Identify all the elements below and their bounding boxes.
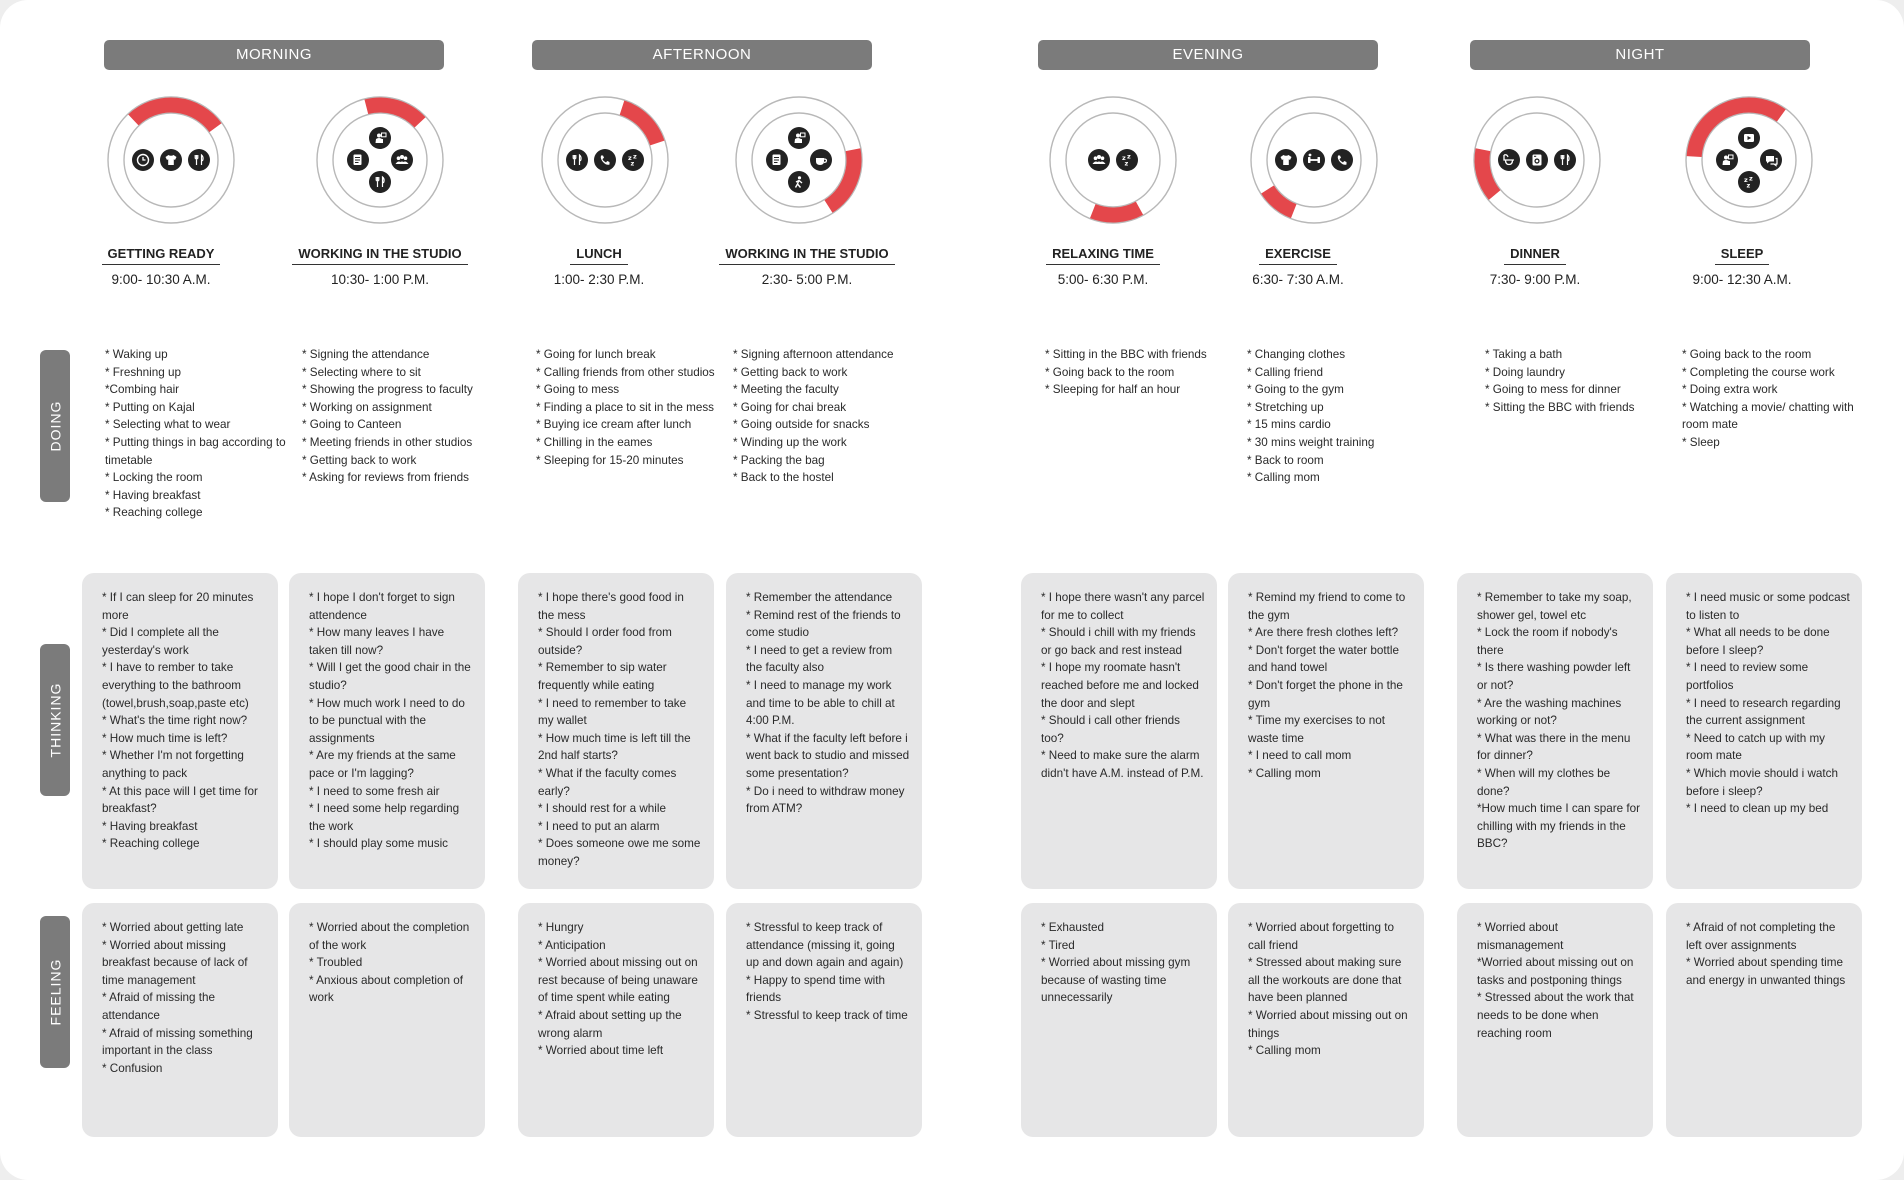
doing-item: * Back to the hostel <box>733 471 834 485</box>
doing-item: * Showing the progress to faculty <box>302 383 473 397</box>
thinking-item: * Should i call other friends too? <box>1041 714 1181 745</box>
svg-text:z: z <box>628 154 632 162</box>
thinking-item: * What was there in the menu for dinner? <box>1477 731 1631 763</box>
thinking-item: * I need to remember to take my wallet <box>538 696 687 728</box>
doing-item: * Going to the gym <box>1247 383 1344 397</box>
thinking-item: * I need music or some podcast to listen to <box>1686 591 1850 622</box>
doing-item: * Buying ice cream after lunch <box>536 418 692 432</box>
activity-7-thinking-card <box>1457 573 1653 889</box>
activity-4-time: 2:30- 5:00 P.M. <box>761 272 853 287</box>
activity-1-title-text: GETTING READY <box>102 246 221 265</box>
activity-4-ring <box>733 94 865 226</box>
activity-3-thinking-card <box>518 573 714 889</box>
doing-item: * Changing clothes <box>1247 348 1346 361</box>
doing-item: * Going back to the room <box>1682 348 1812 361</box>
doing-item: * Watching a movie/ chatting with room mate <box>1682 400 1854 432</box>
doing-item: * Freshning up <box>105 365 182 379</box>
thinking-item: * What if the faculty left before i went back to studio and missed some presentation? <box>746 731 910 780</box>
period-header-afternoon: AFTERNOON <box>532 40 872 70</box>
thinking-item: * Don't forget the phone in the gym <box>1248 678 1403 710</box>
activity-4-doing-list <box>733 346 923 487</box>
thinking-item: * Did I complete all the yesterday's work <box>102 626 219 657</box>
activity-8-doing-list <box>1682 346 1872 452</box>
thinking-item: * Which movie should i watch before i sleep? <box>1686 766 1839 798</box>
activity-6-feeling-card <box>1228 903 1424 1137</box>
dumbbell-icon <box>1303 149 1325 171</box>
activity-7-time: 7:30- 9:00 P.M. <box>1489 272 1581 287</box>
thinking-item: * Remember the attendance <box>746 591 893 604</box>
thinking-item: * Remind rest of the friends to come studio <box>746 608 901 640</box>
thinking-item: * How much time is left till the 2nd half starts? <box>538 731 691 763</box>
activity-1-title <box>61 246 261 265</box>
doing-item: * Calling friends from other studios <box>536 365 715 379</box>
activity-1-ring <box>105 94 237 226</box>
doing-item: * Doing laundry <box>1485 365 1565 379</box>
feeling-item: * Worried about forgetting to call friend <box>1248 921 1394 952</box>
doing-item: * Calling mom <box>1247 471 1320 485</box>
doing-item: * Back to room <box>1247 453 1324 467</box>
feeling-item: * Afraid of not completing the left over assignments <box>1686 921 1836 952</box>
phone-icon <box>594 149 616 171</box>
doing-item: * 15 mins cardio <box>1247 418 1331 432</box>
activity-1-thinking-card <box>82 573 278 889</box>
svg-text:z: z <box>1746 181 1751 190</box>
chat-icon <box>1760 149 1782 171</box>
doing-item: * Sleeping for 15-20 minutes <box>536 453 684 467</box>
thinking-item: * What if the faculty comes early? <box>538 766 677 798</box>
period-header-morning: MORNING <box>104 40 444 70</box>
feeling-item: * Worried about missing breakfast because of lack of time management <box>102 938 248 987</box>
thinking-item: * How much work I need to do to be punctual with the assignments <box>309 696 465 745</box>
desk-icon <box>369 127 391 149</box>
feeling-item: * Worried about missing out on rest because of being unaware of time spent while eating <box>538 956 698 1005</box>
doing-item: * Reaching college <box>105 506 203 520</box>
thinking-item: * I need to put an alarm <box>538 819 660 833</box>
thinking-item: * Reaching college <box>102 837 200 851</box>
thinking-item: * I need to clean up my bed <box>1686 802 1829 816</box>
activity-3-ring <box>539 94 671 226</box>
activity-8-time: 9:00- 12:30 A.M. <box>1692 272 1792 287</box>
doing-item: * Going for lunch break <box>536 348 656 361</box>
feeling-item: * Calling mom <box>1248 1044 1321 1058</box>
thinking-item: * I should rest for a while <box>538 802 666 816</box>
activity-5-time-segment <box>1093 208 1140 215</box>
activity-8-thinking-card <box>1666 573 1862 889</box>
people-icon <box>391 149 413 171</box>
feeling-item: * Worried about missing gym because of wasting time unnecessarily <box>1041 956 1191 1005</box>
food-icon <box>1554 149 1576 171</box>
activity-2-doing-list <box>302 346 492 487</box>
thinking-item: * What all needs to be done before I sleep? <box>1686 626 1830 657</box>
feeling-item: * Worried about getting late <box>102 921 244 934</box>
thinking-item: * If I can sleep for 20 minutes more <box>102 591 254 622</box>
doing-item: * Locking the room <box>105 471 203 485</box>
doing-item: *Combing hair <box>105 383 180 397</box>
thinking-item: * Having breakfast <box>102 819 198 833</box>
clock-icon <box>132 149 154 171</box>
activity-1-time: 9:00- 10:30 A.M. <box>111 272 211 287</box>
activity-5-title-text: RELAXING TIME <box>1046 246 1160 265</box>
activity-2-thinking-card <box>289 573 485 889</box>
thinking-item: * I need to get a review from the faculty also <box>746 643 893 675</box>
activity-8-title-text: SLEEP <box>1715 246 1770 265</box>
thinking-item: * Need to make sure the alarm didn't have A.M. instead of P.M. <box>1041 749 1204 780</box>
thinking-item: *How much time I can spare for chilling with my friends in the BBC? <box>1477 802 1641 851</box>
row-label-thinking <box>40 644 70 796</box>
doing-item: * Going back to the room <box>1045 365 1175 379</box>
thinking-item: * I need to some fresh air <box>309 784 440 798</box>
cup-icon <box>810 149 832 171</box>
activity-3-doing-list <box>536 346 726 469</box>
thinking-item: * Remind my friend to come to the gym <box>1248 591 1406 622</box>
activity-5-feeling-card <box>1021 903 1217 1137</box>
feeling-item: * Stressful to keep track of time <box>746 1008 908 1022</box>
thinking-item: * I need some help regarding the work <box>309 802 460 833</box>
thinking-item: * I hope my roomate hasn't reached before me and locked the door and slept <box>1041 661 1199 710</box>
activity-8-title <box>1642 246 1842 265</box>
doing-item: * Going to Canteen <box>302 418 402 432</box>
sleep-icon <box>1738 171 1760 193</box>
thinking-item: * I need to research regarding the current assignment <box>1686 696 1841 728</box>
row-label-doing <box>40 350 70 502</box>
thinking-item: * Should I order food from outside? <box>538 626 672 657</box>
doing-item: * Waking up <box>105 348 168 361</box>
sleep-icon <box>1116 149 1138 171</box>
feeling-item: * Stressed about the work that needs to be done when reaching room <box>1477 991 1634 1040</box>
doing-item: * Sleep <box>1682 435 1720 449</box>
activity-1-feeling-card <box>82 903 278 1137</box>
thinking-item: * Are there fresh clothes left? <box>1248 626 1399 640</box>
activity-2-time: 10:30- 1:00 P.M. <box>330 272 430 287</box>
feeling-item: * Anticipation <box>538 938 606 952</box>
doing-item: * Putting on Kajal <box>105 400 195 414</box>
activity-6-doing-list <box>1247 346 1437 487</box>
doing-item: * Sitting the BBC with friends <box>1485 400 1635 414</box>
row-label-thinking-text: THINKING <box>47 682 64 758</box>
activity-2-title <box>280 246 480 265</box>
activity-4-title <box>707 246 907 265</box>
washer-icon <box>1526 149 1548 171</box>
activity-5-thinking-card <box>1021 573 1217 889</box>
document-icon <box>347 149 369 171</box>
activity-3-title-text: LUNCH <box>570 246 628 265</box>
desk-icon <box>1716 149 1738 171</box>
feeling-item: *Worried about missing out on tasks and postponing things <box>1477 956 1634 987</box>
thinking-item: * I hope I don't forget to sign attendence <box>309 591 455 622</box>
thinking-item: * Are my friends at the same pace or I'm lagging? <box>309 749 456 780</box>
doing-item: * Going for chai break <box>733 400 847 414</box>
doing-item: * Going to mess <box>536 383 620 397</box>
activity-6-thinking-card <box>1228 573 1424 889</box>
thinking-item: * Do i need to withdraw money from ATM? <box>746 784 905 816</box>
doing-item: * Getting back to work <box>302 453 417 467</box>
activity-3-time: 1:00- 2:30 P.M. <box>553 272 645 287</box>
activity-7-title-text: DINNER <box>1504 246 1566 265</box>
doing-item: * Asking for reviews from friends <box>302 471 469 485</box>
shirt-icon <box>1275 149 1297 171</box>
activity-7-doing-list <box>1485 346 1675 416</box>
food-icon <box>188 149 210 171</box>
doing-item: * Signing the attendance <box>302 348 430 361</box>
doing-item: * Getting back to work <box>733 365 848 379</box>
activity-4-thinking-card <box>726 573 922 889</box>
thinking-item: * I should play some music <box>309 837 449 851</box>
activity-5-time: 5:00- 6:30 P.M. <box>1057 272 1149 287</box>
feeling-item: * Stressed about making sure all the workouts are done that have been planned <box>1248 956 1402 1005</box>
feeling-item: * Exhausted <box>1041 921 1105 934</box>
activity-6-title-text: EXERCISE <box>1259 246 1337 265</box>
doing-item: * Going outside for snacks <box>733 418 870 432</box>
thinking-item: * I hope there's good food in the mess <box>538 591 684 622</box>
doing-item: * Selecting what to wear <box>105 418 231 432</box>
thinking-item: * Time my exercises to not waste time <box>1248 714 1386 745</box>
activity-1-doing-list <box>105 346 295 522</box>
feeling-item: * Tired <box>1041 938 1075 952</box>
doing-item: * Packing the bag <box>733 453 825 467</box>
thinking-item: * Will I get the good chair in the studio? <box>309 661 471 692</box>
thinking-item: * I need to manage my work and time to be able to chill at 4:00 P.M. <box>746 678 895 728</box>
bath-icon <box>1498 149 1520 171</box>
activity-6-title <box>1198 246 1398 265</box>
activity-6-ring <box>1248 94 1380 226</box>
doing-item: * Putting things in bag according to timetable <box>105 435 286 467</box>
thinking-item: * Calling mom <box>1248 766 1321 780</box>
thinking-item: * Whether I'm not forgetting anything to pack <box>102 749 244 780</box>
svg-text:z: z <box>1122 154 1126 162</box>
activity-2-ring <box>314 94 446 226</box>
activity-8-feeling-card <box>1666 903 1862 1137</box>
doing-item: * Finding a place to sit in the mess <box>536 400 715 414</box>
activity-3-title <box>499 246 699 265</box>
row-label-doing-text: DOING <box>47 400 64 452</box>
svg-text:z: z <box>630 159 635 168</box>
doing-item: * Stretching up <box>1247 400 1324 414</box>
feeling-item: * Confusion <box>102 1061 163 1075</box>
feeling-item: * Stressful to keep track of attendance (missing it, going up and down again and again) <box>746 921 904 970</box>
svg-text:z: z <box>1127 152 1131 161</box>
doing-item: * Chilling in the eames <box>536 435 653 449</box>
doing-item: * Calling friend <box>1247 365 1324 379</box>
video-icon <box>1738 127 1760 149</box>
feeling-item: * Worried about the completion of the work <box>309 921 470 952</box>
phone-icon <box>1331 149 1353 171</box>
doing-item: * 30 mins weight training <box>1247 435 1375 449</box>
thinking-item: * Don't forget the water bottle and hand towel <box>1248 643 1400 675</box>
feeling-item: * Worried about missing out on things <box>1248 1008 1408 1040</box>
doing-item: * Going to mess for dinner <box>1485 383 1621 397</box>
row-label-feeling <box>40 916 70 1068</box>
desk-icon <box>788 127 810 149</box>
thinking-item: * Remember to sip water frequently while eating <box>538 661 667 692</box>
doing-item: * Sitting in the BBC with friends <box>1045 348 1207 361</box>
thinking-item: * I need to call mom <box>1248 749 1352 763</box>
feeling-item: * Worried about mismanagement <box>1477 921 1564 952</box>
thinking-item: * I hope there wasn't any parcel for me to collect <box>1041 591 1205 622</box>
feeling-item: * Afraid about setting up the wrong alarm <box>538 1008 682 1040</box>
thinking-item: * Are the washing machines working or not? <box>1477 696 1622 728</box>
shirt-icon <box>160 149 182 171</box>
svg-text:z: z <box>633 152 637 161</box>
walk-icon <box>788 171 810 193</box>
doing-item: * Selecting where to sit <box>302 365 421 379</box>
thinking-item: * What's the time right now? <box>102 714 248 728</box>
document-icon <box>766 149 788 171</box>
activity-4-feeling-card <box>726 903 922 1137</box>
feeling-item: * Happy to spend time with friends <box>746 973 886 1005</box>
doing-item: * Winding up the work <box>733 435 847 449</box>
doing-item: * Doing extra work <box>1682 383 1778 397</box>
thinking-item: * Is there washing powder left or not? <box>1477 661 1631 692</box>
feeling-item: * Afraid of missing the attendance <box>102 991 216 1022</box>
activity-7-feeling-card <box>1457 903 1653 1137</box>
feeling-item: * Worried about time left <box>538 1044 664 1058</box>
thinking-item: * Should i chill with my friends or go back and rest instead <box>1041 626 1196 657</box>
activity-2-title-text: WORKING IN THE STUDIO <box>292 246 467 265</box>
thinking-item: * Need to catch up with my room mate <box>1686 731 1826 763</box>
doing-item: * Signing afternoon attendance <box>733 348 894 361</box>
activity-5-doing-list <box>1045 346 1235 399</box>
thinking-item: * I need to review some portfolios <box>1686 661 1809 692</box>
thinking-item: * I have to rember to take everything to the bathroom (towel,brush,soap,paste etc) <box>102 661 249 710</box>
thinking-item: * At this pace will I get time for breakfast? <box>102 784 258 816</box>
doing-item: * Working on assignment <box>302 400 432 414</box>
doing-item: * Having breakfast <box>105 488 201 502</box>
doing-item: * Completing the course work <box>1682 365 1835 379</box>
feeling-item: * Hungry <box>538 921 584 934</box>
feeling-item: * Anxious about completion of work <box>309 973 463 1005</box>
activity-3-feeling-card <box>518 903 714 1137</box>
doing-item: * Sleeping for half an hour <box>1045 383 1181 397</box>
sleep-icon <box>622 149 644 171</box>
feeling-item: * Troubled <box>309 956 363 970</box>
svg-text:z: z <box>1744 176 1748 184</box>
thinking-item: * How much time is left? <box>102 731 228 745</box>
thinking-item: * When will my clothes be done? <box>1477 766 1611 798</box>
feeling-item: * Worried about spending time and energy in unwanted things <box>1686 956 1846 987</box>
thinking-item: * Remember to take my soap, shower gel, towel etc <box>1477 591 1632 622</box>
period-header-night: NIGHT <box>1470 40 1810 70</box>
activity-5-ring <box>1047 94 1179 226</box>
activity-5-title <box>1003 246 1203 265</box>
thinking-item: * Does someone owe me some money? <box>538 837 701 868</box>
people-icon <box>1088 149 1110 171</box>
svg-text:z: z <box>1749 174 1753 183</box>
activity-7-title <box>1435 246 1635 265</box>
doing-item: * Meeting the faculty <box>733 383 839 397</box>
feeling-item: * Afraid of missing something important in the class <box>102 1026 253 1058</box>
activity-8-ring <box>1683 94 1815 226</box>
thinking-item: * How many leaves I have taken till now? <box>309 626 445 657</box>
activity-2-feeling-card <box>289 903 485 1137</box>
activity-6-time: 6:30- 7:30 A.M. <box>1252 272 1344 287</box>
doing-item: * Taking a bath <box>1485 348 1563 361</box>
period-header-evening: EVENING <box>1038 40 1378 70</box>
doing-item: * Meeting friends in other studios <box>302 435 473 449</box>
activity-4-title-text: WORKING IN THE STUDIO <box>719 246 894 265</box>
food-icon <box>566 149 588 171</box>
svg-text:z: z <box>1124 159 1129 168</box>
food-icon <box>369 171 391 193</box>
row-label-feeling-text: FEELING <box>47 958 63 1026</box>
activity-7-ring <box>1471 94 1603 226</box>
thinking-item: * Lock the room if nobody's there <box>1477 626 1618 657</box>
